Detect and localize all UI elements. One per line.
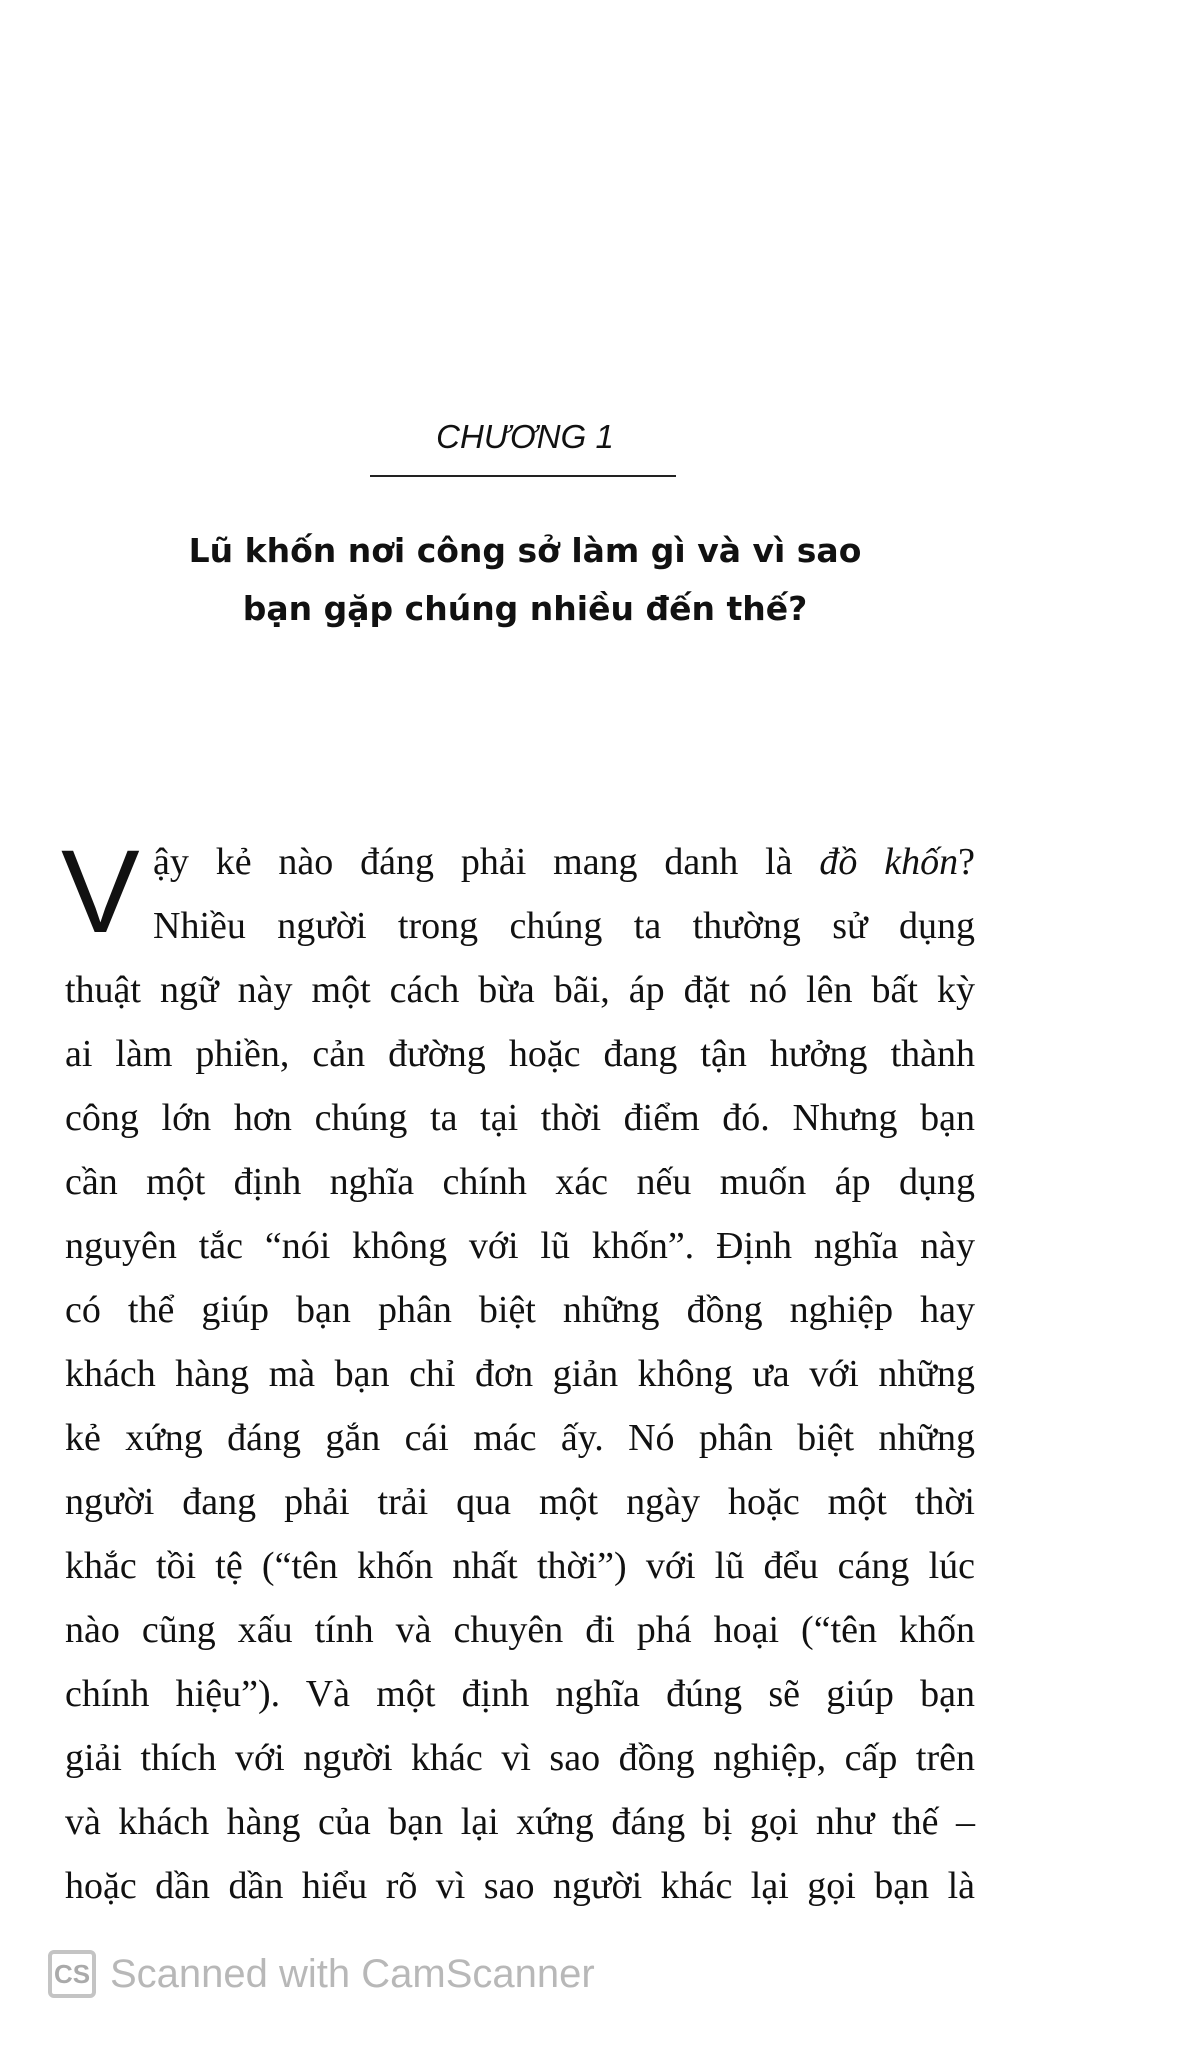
chapter-title-line: bạn gặp chúng nhiều đến thế?: [242, 589, 808, 628]
body-line: nguyên tắc “nói không với lũ khốn”. Định nghĩa này: [65, 1225, 975, 1267]
body-text-span: ậy kẻ nào đáng phải mang danh là: [153, 841, 820, 883]
camscanner-logo-icon: CS: [48, 1950, 96, 1998]
body-line: có thể giúp bạn phân biệt những đồng nghiệp hay: [65, 1289, 975, 1331]
body-line: hoặc dần dần hiểu rõ vì sao người khác lại gọi bạn là: [65, 1865, 975, 1907]
italic-term: đồ khốn: [819, 841, 959, 883]
body-line: thuật ngữ này một cách bừa bãi, áp đặt nó lên bất kỳ: [65, 969, 975, 1011]
body-text: [61, 826, 975, 1918]
body-line: chính hiệu”). Và một định nghĩa đúng sẽ giúp bạn: [65, 1673, 975, 1715]
body-line: khách hàng mà bạn chỉ đơn giản không ưa với những: [65, 1353, 975, 1395]
body-line: [153, 830, 975, 894]
watermark-text: Scanned with CamScanner: [110, 1951, 595, 1996]
chapter-label: CHƯƠNG 1: [436, 418, 614, 455]
chapter-title: [0, 522, 1050, 638]
body-line: kẻ xứng đáng gắn cái mác ấy. Nó phân biệt những: [65, 1417, 975, 1459]
body-line: người đang phải trải qua một ngày hoặc một thời: [65, 1481, 975, 1523]
drop-cap: V: [61, 826, 140, 958]
body-line: ai làm phiền, cản đường hoặc đang tận hưởng thành: [65, 1033, 975, 1075]
body-line: công lớn hơn chúng ta tại thời điểm đó. Nhưng bạn: [65, 1097, 975, 1139]
body-line: khắc tồi tệ (“tên khốn nhất thời”) với lũ đểu cáng lúc: [65, 1545, 975, 1587]
body-line: và khách hàng của bạn lại xứng đáng bị gọi như thế –: [65, 1801, 975, 1843]
chapter-title-line: Lũ khốn nơi công sở làm gì và vì sao: [188, 531, 862, 570]
chapter-divider: [370, 475, 676, 477]
body-text-span: ?: [958, 841, 975, 883]
body-line: giải thích với người khác vì sao đồng nghiệp, cấp trên: [65, 1737, 975, 1779]
body-line: cần một định nghĩa chính xác nếu muốn áp dụng: [65, 1161, 975, 1203]
camscanner-watermark: [48, 1950, 595, 1998]
body-line: nào cũng xấu tính và chuyên đi phá hoại (“tên khốn: [65, 1609, 975, 1651]
body-line: Nhiều người trong chúng ta thường sử dụng: [153, 905, 975, 947]
